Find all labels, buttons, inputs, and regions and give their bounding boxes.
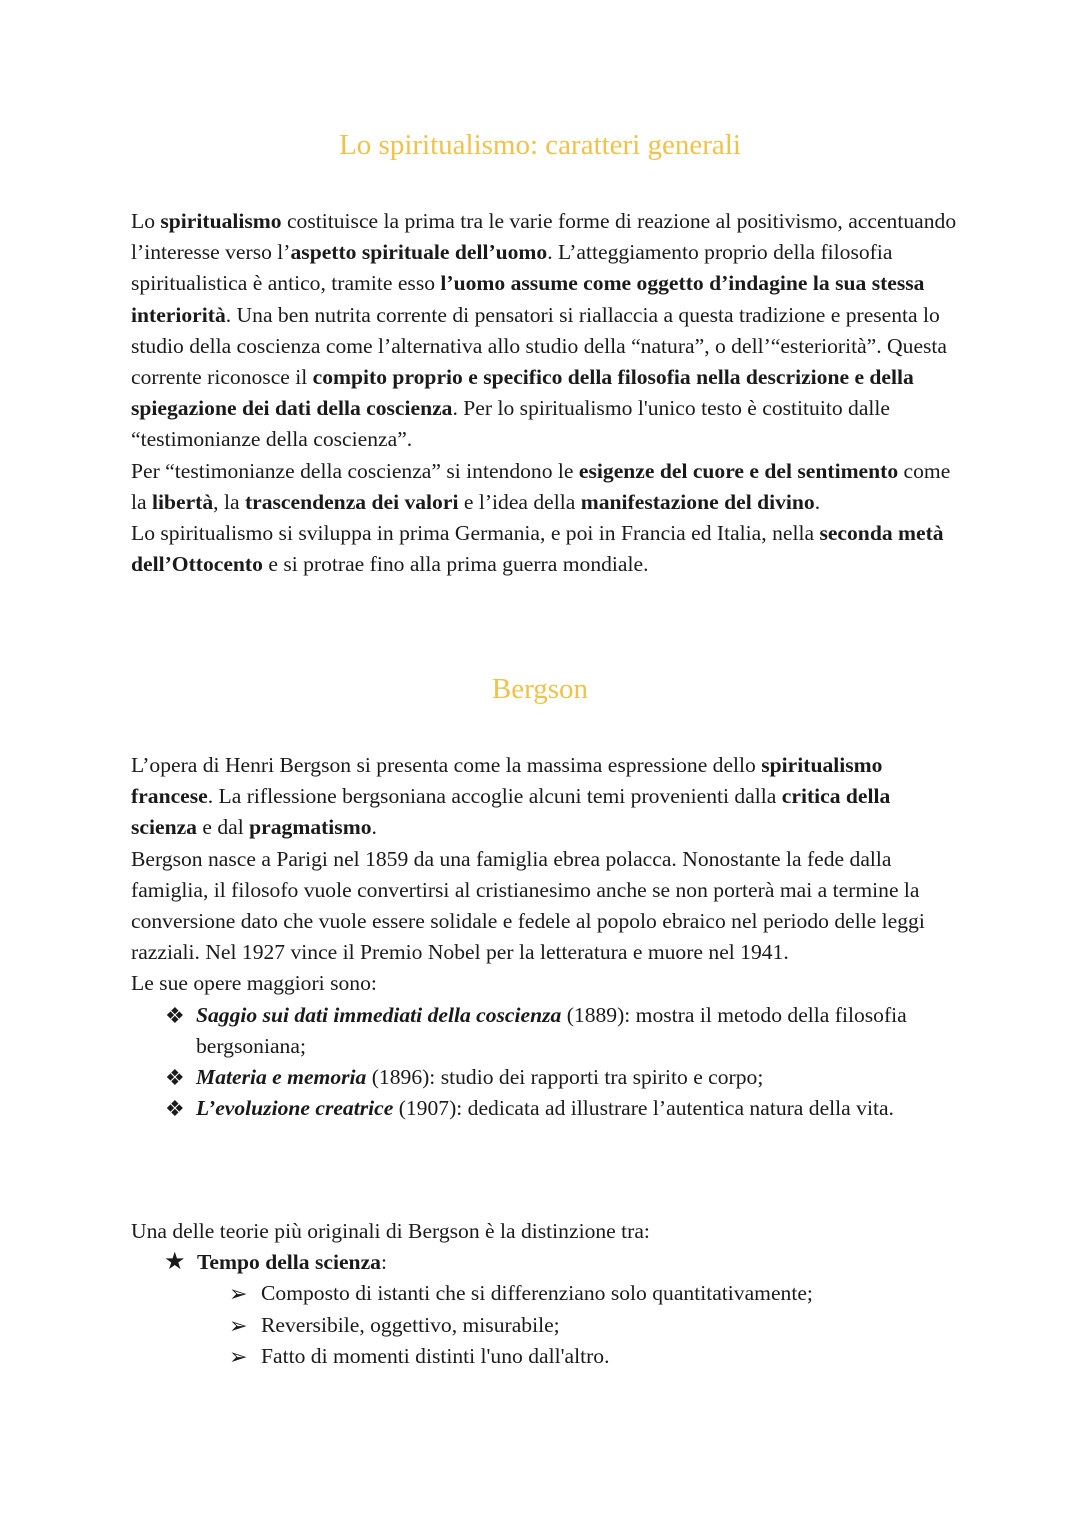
list-item: ➢ Composto di istanti che si differenziano solo quantitativamente; xyxy=(131,1278,961,1309)
works-intro: Le sue opere maggiori sono: xyxy=(131,971,377,996)
bold-text: spiritualismo xyxy=(160,209,282,233)
section-bergson-body xyxy=(131,750,961,1124)
bold-text: pragmatismo xyxy=(249,815,372,840)
list-item xyxy=(131,1062,961,1093)
arrow-bullet-icon: ➢ xyxy=(229,1281,248,1307)
bold-text: critica della scienza xyxy=(131,784,891,840)
time-sublist xyxy=(131,1278,961,1372)
section-time-theory xyxy=(131,1216,961,1372)
list-item: ★ Tempo della scienza: xyxy=(131,1247,961,1278)
text-run: e si protrae fino alla prima guerra mondiale. xyxy=(262,552,649,577)
section-title-bergson: Bergson xyxy=(491,673,589,705)
work-title: Saggio sui dati immediati della coscienza xyxy=(196,1002,562,1027)
text-run: Per “testimonianze della coscienza” si intendono le xyxy=(131,458,579,483)
list-item xyxy=(131,1093,961,1124)
text-run: Bergson nasce a Parigi nel 1859 da una famiglia ebrea polacca. Nonostante la fede dalla famiglia, il filosofo vuole convertirsi al cristianesimo anche se non porterà mai a termine la conversione dato che vuole essere solidale e fedele al popolo ebraico nel periodo delle leggi razziali. Nel 1927 vince il Premio Nobel per la letteratura e muore nel 1941. xyxy=(131,846,925,965)
list-item xyxy=(131,1000,961,1062)
bold-text: l’uomo assume come oggetto d’indagine la sua stessa interiorità xyxy=(131,271,925,327)
paragraph xyxy=(131,518,961,580)
text-run: e dal xyxy=(196,815,250,840)
text-run: . Una ben nutrita corrente di pensatori si riallaccia a questa tradizione e presenta lo studio della coscienza come l’alternativa allo studio della “natura”, o dell’“esteriorità”. Questa corrente riconosce il xyxy=(131,302,948,390)
diamond-bullet-icon: ❖ xyxy=(165,1002,185,1028)
bold-text: spiritualismo francese xyxy=(131,753,883,809)
text-run: . L’atteggiamento proprio della filosofia spiritualistica è antico, tramite esso xyxy=(131,240,893,296)
section-title-spiritualismo: Lo spiritualismo: caratteri generali xyxy=(339,129,741,161)
diamond-bullet-icon: ❖ xyxy=(165,1096,185,1122)
bold-text: compito proprio e specifico della filosofia nella descrizione e della spiegazione dei dati della coscienza xyxy=(131,365,914,421)
text-run: . xyxy=(814,489,821,514)
text-run: , la xyxy=(213,489,245,514)
theory-intro: Una delle teorie più originali di Bergson è la distinzione tra: xyxy=(131,1219,650,1243)
list-item: ➢ Reversibile, oggettivo, misurabile; xyxy=(131,1310,961,1341)
work-title: Materia e memoria xyxy=(196,1065,367,1090)
works-list xyxy=(131,1000,961,1125)
bold-text: esigenze del cuore e del sentimento xyxy=(578,458,899,483)
bold-text: aspetto spirituale dell’uomo xyxy=(290,240,548,265)
work-title: L’evoluzione creatrice xyxy=(196,1096,394,1121)
bold-text: libertà xyxy=(151,489,214,514)
paragraph xyxy=(131,206,961,456)
bold-text: seconda metà dell’Ottocento xyxy=(131,521,944,577)
theory-list xyxy=(131,1247,961,1278)
text-run: . xyxy=(371,815,377,840)
list-item: ➢ Fatto di momenti distinti l'uno dall'altro. xyxy=(131,1341,961,1372)
text-run: costituisce la prima tra le varie forme di reazione al positivismo, accentuando l’interesse verso l’ xyxy=(131,209,957,265)
text-run: . Per lo spiritualismo l'unico testo è costituito dalle “testimonianze della coscienza”. xyxy=(131,396,890,452)
star-bullet-icon: ★ xyxy=(164,1249,186,1276)
text-run: Lo xyxy=(131,209,161,233)
text-run: e l’idea della xyxy=(458,489,581,514)
diamond-bullet-icon: ❖ xyxy=(165,1065,185,1091)
paragraph xyxy=(131,750,961,844)
paragraph xyxy=(131,456,961,518)
bold-text: trascendenza dei valori xyxy=(244,489,459,514)
text-run: . La riflessione bergsoniana accoglie alcuni temi provenienti dalla xyxy=(207,784,782,809)
arrow-bullet-icon: ➢ xyxy=(229,1312,248,1338)
time-label: Tempo della scienza xyxy=(197,1250,381,1275)
text-run: (1907): dedicata ad illustrare l’autentica natura della vita. xyxy=(393,1096,894,1121)
text-run: (1896): studio dei rapporti tra spirito e corpo; xyxy=(366,1065,764,1090)
text-run: L’opera di Henri Bergson si presenta come la massima espressione dello xyxy=(131,753,762,777)
paragraph xyxy=(131,844,961,969)
section-spiritualismo-body xyxy=(131,206,961,580)
text-run: (1889): mostra il metodo della filosofia bergsoniana; xyxy=(196,1002,907,1058)
text-run: Lo spiritualismo si sviluppa in prima Germania, e poi in Francia ed Italia, nella xyxy=(131,521,820,546)
arrow-bullet-icon: ➢ xyxy=(229,1343,248,1369)
text-run: come la xyxy=(131,458,951,514)
bold-text: manifestazione del divino xyxy=(580,489,815,514)
